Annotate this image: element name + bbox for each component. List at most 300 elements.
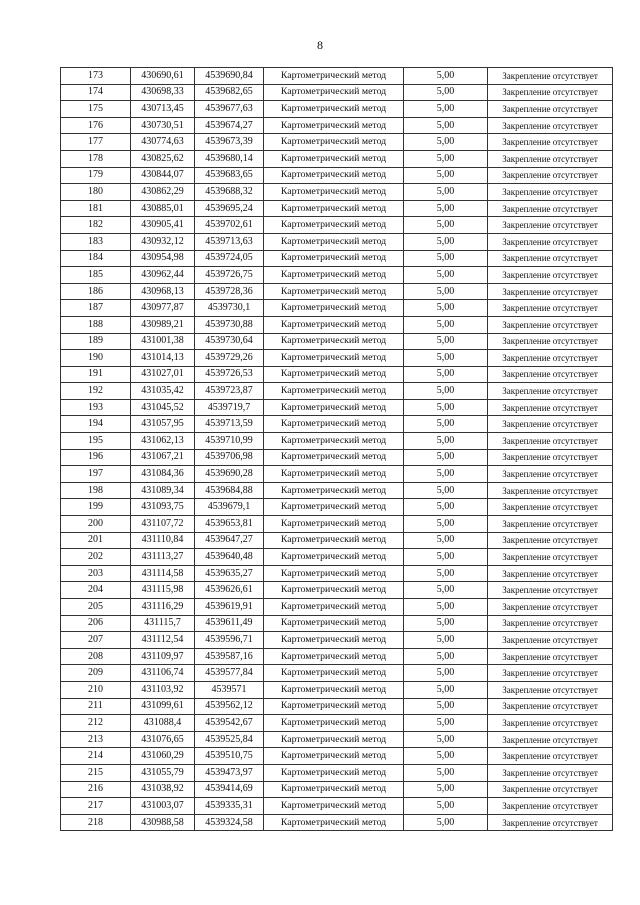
y-coordinate-cell: 4539706,98 (195, 449, 264, 466)
method-cell: Картометрический метод (264, 383, 404, 400)
fixing-description-cell: Закрепление отсутствует (488, 582, 613, 599)
method-cell: Картометрический метод (264, 698, 404, 715)
x-coordinate-cell: 431103,92 (131, 681, 195, 698)
point-number-cell: 218 (61, 814, 131, 831)
point-number-cell: 206 (61, 615, 131, 632)
table-row (61, 715, 613, 732)
table-row (61, 731, 613, 748)
table-row (61, 399, 613, 416)
accuracy-cell: 5,00 (404, 84, 488, 101)
method-cell: Картометрический метод (264, 449, 404, 466)
accuracy-cell: 5,00 (404, 499, 488, 516)
accuracy-cell: 5,00 (404, 731, 488, 748)
y-coordinate-cell: 4539683,65 (195, 167, 264, 184)
accuracy-cell: 5,00 (404, 416, 488, 433)
y-coordinate-cell: 4539730,64 (195, 333, 264, 350)
method-cell: Картометрический метод (264, 333, 404, 350)
table-row (61, 681, 613, 698)
point-number-cell: 201 (61, 532, 131, 549)
y-coordinate-cell: 4539726,53 (195, 366, 264, 383)
y-coordinate-cell: 4539473,97 (195, 764, 264, 781)
x-coordinate-cell: 431027,01 (131, 366, 195, 383)
accuracy-cell: 5,00 (404, 399, 488, 416)
table-row (61, 383, 613, 400)
x-coordinate-cell: 430988,58 (131, 814, 195, 831)
x-coordinate-cell: 430698,33 (131, 84, 195, 101)
table-row (61, 449, 613, 466)
y-coordinate-cell: 4539673,39 (195, 134, 264, 151)
table-row (61, 316, 613, 333)
method-cell: Картометрический метод (264, 565, 404, 582)
fixing-description-cell: Закрепление отсутствует (488, 101, 613, 118)
table-row (61, 532, 613, 549)
method-cell: Картометрический метод (264, 200, 404, 217)
accuracy-cell: 5,00 (404, 814, 488, 831)
x-coordinate-cell: 431057,95 (131, 416, 195, 433)
point-number-cell: 182 (61, 217, 131, 234)
accuracy-cell: 5,00 (404, 516, 488, 533)
point-number-cell: 185 (61, 267, 131, 284)
accuracy-cell: 5,00 (404, 632, 488, 649)
fixing-description-cell: Закрепление отсутствует (488, 167, 613, 184)
x-coordinate-cell: 431116,29 (131, 599, 195, 616)
table-row (61, 482, 613, 499)
method-cell: Картометрический метод (264, 615, 404, 632)
method-cell: Картометрический метод (264, 466, 404, 483)
fixing-description-cell: Закрепление отсутствует (488, 150, 613, 167)
table-body (61, 68, 613, 831)
method-cell: Картометрический метод (264, 283, 404, 300)
page-number: 8 (317, 38, 323, 52)
x-coordinate-cell: 431055,79 (131, 764, 195, 781)
accuracy-cell: 5,00 (404, 681, 488, 698)
point-number-cell: 174 (61, 84, 131, 101)
point-number-cell: 181 (61, 200, 131, 217)
accuracy-cell: 5,00 (404, 117, 488, 134)
method-cell: Картометрический метод (264, 665, 404, 682)
accuracy-cell: 5,00 (404, 615, 488, 632)
method-cell: Картометрический метод (264, 167, 404, 184)
fixing-description-cell: Закрепление отсутствует (488, 764, 613, 781)
table-row (61, 582, 613, 599)
point-number-cell: 191 (61, 366, 131, 383)
y-coordinate-cell: 4539729,26 (195, 350, 264, 367)
point-number-cell: 209 (61, 665, 131, 682)
table-row (61, 648, 613, 665)
table-row (61, 68, 613, 85)
y-coordinate-cell: 4539728,36 (195, 283, 264, 300)
accuracy-cell: 5,00 (404, 217, 488, 234)
fixing-description-cell: Закрепление отсутствует (488, 731, 613, 748)
method-cell: Картометрический метод (264, 582, 404, 599)
method-cell: Картометрический метод (264, 217, 404, 234)
y-coordinate-cell: 4539713,59 (195, 416, 264, 433)
fixing-description-cell: Закрепление отсутствует (488, 516, 613, 533)
fixing-description-cell: Закрепление отсутствует (488, 482, 613, 499)
point-number-cell: 178 (61, 150, 131, 167)
y-coordinate-cell: 4539713,63 (195, 233, 264, 250)
fixing-description-cell: Закрепление отсутствует (488, 565, 613, 582)
y-coordinate-cell: 4539324,58 (195, 814, 264, 831)
y-coordinate-cell: 4539635,27 (195, 565, 264, 582)
table-row (61, 250, 613, 267)
point-number-cell: 188 (61, 316, 131, 333)
y-coordinate-cell: 4539677,63 (195, 101, 264, 118)
point-number-cell: 194 (61, 416, 131, 433)
accuracy-cell: 5,00 (404, 366, 488, 383)
fixing-description-cell: Закрепление отсутствует (488, 681, 613, 698)
x-coordinate-cell: 430962,44 (131, 267, 195, 284)
table-row (61, 233, 613, 250)
y-coordinate-cell: 4539724,05 (195, 250, 264, 267)
x-coordinate-cell: 431110,84 (131, 532, 195, 549)
table-row (61, 599, 613, 616)
x-coordinate-cell: 431109,97 (131, 648, 195, 665)
fixing-description-cell: Закрепление отсутствует (488, 648, 613, 665)
y-coordinate-cell: 4539684,88 (195, 482, 264, 499)
point-number-cell: 189 (61, 333, 131, 350)
x-coordinate-cell: 431067,21 (131, 449, 195, 466)
point-number-cell: 207 (61, 632, 131, 649)
method-cell: Картометрический метод (264, 84, 404, 101)
fixing-description-cell: Закрепление отсутствует (488, 814, 613, 831)
table-row (61, 665, 613, 682)
y-coordinate-cell: 4539730,1 (195, 300, 264, 317)
fixing-description-cell: Закрепление отсутствует (488, 798, 613, 815)
x-coordinate-cell: 431089,34 (131, 482, 195, 499)
accuracy-cell: 5,00 (404, 715, 488, 732)
accuracy-cell: 5,00 (404, 582, 488, 599)
fixing-description-cell: Закрепление отсутствует (488, 433, 613, 450)
fixing-description-cell: Закрепление отсутствует (488, 615, 613, 632)
accuracy-cell: 5,00 (404, 283, 488, 300)
y-coordinate-cell: 4539525,84 (195, 731, 264, 748)
method-cell: Картометрический метод (264, 350, 404, 367)
accuracy-cell: 5,00 (404, 433, 488, 450)
table-row (61, 333, 613, 350)
x-coordinate-cell: 431084,36 (131, 466, 195, 483)
table-row (61, 632, 613, 649)
fixing-description-cell: Закрепление отсутствует (488, 84, 613, 101)
method-cell: Картометрический метод (264, 134, 404, 151)
x-coordinate-cell: 431076,65 (131, 731, 195, 748)
method-cell: Картометрический метод (264, 599, 404, 616)
accuracy-cell: 5,00 (404, 250, 488, 267)
accuracy-cell: 5,00 (404, 599, 488, 616)
table-row (61, 433, 613, 450)
x-coordinate-cell: 431115,7 (131, 615, 195, 632)
accuracy-cell: 5,00 (404, 466, 488, 483)
accuracy-cell: 5,00 (404, 383, 488, 400)
y-coordinate-cell: 4539680,14 (195, 150, 264, 167)
point-number-cell: 193 (61, 399, 131, 416)
x-coordinate-cell: 430774,63 (131, 134, 195, 151)
method-cell: Картометрический метод (264, 681, 404, 698)
x-coordinate-cell: 431014,13 (131, 350, 195, 367)
accuracy-cell: 5,00 (404, 101, 488, 118)
accuracy-cell: 5,00 (404, 184, 488, 201)
fixing-description-cell: Закрепление отсутствует (488, 466, 613, 483)
method-cell: Картометрический метод (264, 764, 404, 781)
point-number-cell: 203 (61, 565, 131, 582)
table-row (61, 516, 613, 533)
fixing-description-cell: Закрепление отсутствует (488, 217, 613, 234)
point-number-cell: 210 (61, 681, 131, 698)
method-cell: Картометрический метод (264, 68, 404, 85)
x-coordinate-cell: 430989,21 (131, 316, 195, 333)
y-coordinate-cell: 4539702,61 (195, 217, 264, 234)
x-coordinate-cell: 431062,13 (131, 433, 195, 450)
method-cell: Картометрический метод (264, 433, 404, 450)
fixing-description-cell: Закрепление отсутствует (488, 748, 613, 765)
point-number-cell: 197 (61, 466, 131, 483)
point-number-cell: 204 (61, 582, 131, 599)
point-number-cell: 180 (61, 184, 131, 201)
method-cell: Картометрический метод (264, 798, 404, 815)
y-coordinate-cell: 4539414,69 (195, 781, 264, 798)
table-row (61, 84, 613, 101)
fixing-description-cell: Закрепление отсутствует (488, 316, 613, 333)
point-number-cell: 176 (61, 117, 131, 134)
fixing-description-cell: Закрепление отсутствует (488, 366, 613, 383)
method-cell: Картометрический метод (264, 781, 404, 798)
y-coordinate-cell: 4539647,27 (195, 532, 264, 549)
point-number-cell: 213 (61, 731, 131, 748)
fixing-description-cell: Закрепление отсутствует (488, 416, 613, 433)
point-number-cell: 202 (61, 549, 131, 566)
point-number-cell: 177 (61, 134, 131, 151)
point-number-cell: 199 (61, 499, 131, 516)
point-number-cell: 196 (61, 449, 131, 466)
x-coordinate-cell: 431115,98 (131, 582, 195, 599)
accuracy-cell: 5,00 (404, 798, 488, 815)
accuracy-cell: 5,00 (404, 482, 488, 499)
fixing-description-cell: Закрепление отсутствует (488, 399, 613, 416)
y-coordinate-cell: 4539695,24 (195, 200, 264, 217)
point-number-cell: 214 (61, 748, 131, 765)
y-coordinate-cell: 4539626,61 (195, 582, 264, 599)
x-coordinate-cell: 431001,38 (131, 333, 195, 350)
table-row (61, 565, 613, 582)
y-coordinate-cell: 4539619,91 (195, 599, 264, 616)
x-coordinate-cell: 430690,61 (131, 68, 195, 85)
x-coordinate-cell: 431093,75 (131, 499, 195, 516)
method-cell: Картометрический метод (264, 150, 404, 167)
fixing-description-cell: Закрепление отсутствует (488, 68, 613, 85)
y-coordinate-cell: 4539719,7 (195, 399, 264, 416)
method-cell: Картометрический метод (264, 715, 404, 732)
fixing-description-cell: Закрепление отсутствует (488, 333, 613, 350)
point-number-cell: 198 (61, 482, 131, 499)
method-cell: Картометрический метод (264, 399, 404, 416)
point-number-cell: 175 (61, 101, 131, 118)
table-row (61, 117, 613, 134)
accuracy-cell: 5,00 (404, 449, 488, 466)
table-row (61, 267, 613, 284)
table-row (61, 300, 613, 317)
y-coordinate-cell: 4539640,48 (195, 549, 264, 566)
y-coordinate-cell: 4539710,99 (195, 433, 264, 450)
accuracy-cell: 5,00 (404, 748, 488, 765)
point-number-cell: 217 (61, 798, 131, 815)
method-cell: Картометрический метод (264, 549, 404, 566)
point-number-cell: 212 (61, 715, 131, 732)
method-cell: Картометрический метод (264, 499, 404, 516)
point-number-cell: 179 (61, 167, 131, 184)
y-coordinate-cell: 4539510,75 (195, 748, 264, 765)
fixing-description-cell: Закрепление отсутствует (488, 781, 613, 798)
table-row (61, 798, 613, 815)
x-coordinate-cell: 431112,54 (131, 632, 195, 649)
point-number-cell: 208 (61, 648, 131, 665)
x-coordinate-cell: 430977,87 (131, 300, 195, 317)
method-cell: Картометрический метод (264, 250, 404, 267)
table-row (61, 748, 613, 765)
accuracy-cell: 5,00 (404, 532, 488, 549)
fixing-description-cell: Закрепление отсутствует (488, 200, 613, 217)
table-row (61, 101, 613, 118)
x-coordinate-cell: 430905,41 (131, 217, 195, 234)
accuracy-cell: 5,00 (404, 233, 488, 250)
fixing-description-cell: Закрепление отсутствует (488, 632, 613, 649)
table-row (61, 366, 613, 383)
accuracy-cell: 5,00 (404, 549, 488, 566)
method-cell: Картометрический метод (264, 632, 404, 649)
x-coordinate-cell: 431114,58 (131, 565, 195, 582)
y-coordinate-cell: 4539587,16 (195, 648, 264, 665)
y-coordinate-cell: 4539335,31 (195, 798, 264, 815)
table-row (61, 549, 613, 566)
accuracy-cell: 5,00 (404, 150, 488, 167)
y-coordinate-cell: 4539682,65 (195, 84, 264, 101)
point-number-cell: 187 (61, 300, 131, 317)
fixing-description-cell: Закрепление отсутствует (488, 715, 613, 732)
fixing-description-cell: Закрепление отсутствует (488, 283, 613, 300)
x-coordinate-cell: 430713,45 (131, 101, 195, 118)
x-coordinate-cell: 430885,01 (131, 200, 195, 217)
accuracy-cell: 5,00 (404, 350, 488, 367)
y-coordinate-cell: 4539690,84 (195, 68, 264, 85)
method-cell: Картометрический метод (264, 300, 404, 317)
table-row (61, 350, 613, 367)
x-coordinate-cell: 430730,51 (131, 117, 195, 134)
y-coordinate-cell: 4539562,12 (195, 698, 264, 715)
x-coordinate-cell: 430825,62 (131, 150, 195, 167)
x-coordinate-cell: 431045,52 (131, 399, 195, 416)
method-cell: Картометрический метод (264, 482, 404, 499)
y-coordinate-cell: 4539611,49 (195, 615, 264, 632)
y-coordinate-cell: 4539679,1 (195, 499, 264, 516)
y-coordinate-cell: 4539542,67 (195, 715, 264, 732)
method-cell: Картометрический метод (264, 516, 404, 533)
x-coordinate-cell: 430844,07 (131, 167, 195, 184)
y-coordinate-cell: 4539688,32 (195, 184, 264, 201)
accuracy-cell: 5,00 (404, 300, 488, 317)
method-cell: Картометрический метод (264, 101, 404, 118)
y-coordinate-cell: 4539596,71 (195, 632, 264, 649)
fixing-description-cell: Закрепление отсутствует (488, 665, 613, 682)
y-coordinate-cell: 4539674,27 (195, 117, 264, 134)
fixing-description-cell: Закрепление отсутствует (488, 549, 613, 566)
fixing-description-cell: Закрепление отсутствует (488, 532, 613, 549)
x-coordinate-cell: 431038,92 (131, 781, 195, 798)
point-number-cell: 195 (61, 433, 131, 450)
fixing-description-cell: Закрепление отсутствует (488, 499, 613, 516)
method-cell: Картометрический метод (264, 748, 404, 765)
y-coordinate-cell: 4539690,28 (195, 466, 264, 483)
method-cell: Картометрический метод (264, 184, 404, 201)
method-cell: Картометрический метод (264, 814, 404, 831)
accuracy-cell: 5,00 (404, 565, 488, 582)
x-coordinate-cell: 431107,72 (131, 516, 195, 533)
x-coordinate-cell: 430968,13 (131, 283, 195, 300)
table-row (61, 167, 613, 184)
accuracy-cell: 5,00 (404, 68, 488, 85)
fixing-description-cell: Закрепление отсутствует (488, 233, 613, 250)
point-number-cell: 184 (61, 250, 131, 267)
accuracy-cell: 5,00 (404, 698, 488, 715)
fixing-description-cell: Закрепление отсутствует (488, 300, 613, 317)
accuracy-cell: 5,00 (404, 316, 488, 333)
method-cell: Картометрический метод (264, 416, 404, 433)
accuracy-cell: 5,00 (404, 333, 488, 350)
accuracy-cell: 5,00 (404, 267, 488, 284)
table-row (61, 698, 613, 715)
point-number-cell: 216 (61, 781, 131, 798)
method-cell: Картометрический метод (264, 267, 404, 284)
point-number-cell: 192 (61, 383, 131, 400)
fixing-description-cell: Закрепление отсутствует (488, 267, 613, 284)
table-row (61, 283, 613, 300)
accuracy-cell: 5,00 (404, 764, 488, 781)
x-coordinate-cell: 431099,61 (131, 698, 195, 715)
point-number-cell: 200 (61, 516, 131, 533)
y-coordinate-cell: 4539577,84 (195, 665, 264, 682)
coordinates-table (60, 67, 613, 831)
fixing-description-cell: Закрепление отсутствует (488, 383, 613, 400)
point-number-cell: 183 (61, 233, 131, 250)
table-row (61, 134, 613, 151)
table-row (61, 150, 613, 167)
accuracy-cell: 5,00 (404, 665, 488, 682)
table-row (61, 814, 613, 831)
x-coordinate-cell: 431088,4 (131, 715, 195, 732)
method-cell: Картометрический метод (264, 316, 404, 333)
accuracy-cell: 5,00 (404, 781, 488, 798)
x-coordinate-cell: 431035,42 (131, 383, 195, 400)
table-row (61, 764, 613, 781)
method-cell: Картометрический метод (264, 233, 404, 250)
fixing-description-cell: Закрепление отсутствует (488, 117, 613, 134)
accuracy-cell: 5,00 (404, 134, 488, 151)
table-row (61, 217, 613, 234)
method-cell: Картометрический метод (264, 532, 404, 549)
accuracy-cell: 5,00 (404, 167, 488, 184)
fixing-description-cell: Закрепление отсутствует (488, 599, 613, 616)
table-row (61, 416, 613, 433)
x-coordinate-cell: 431113,27 (131, 549, 195, 566)
accuracy-cell: 5,00 (404, 648, 488, 665)
x-coordinate-cell: 430862,29 (131, 184, 195, 201)
fixing-description-cell: Закрепление отсутствует (488, 134, 613, 151)
fixing-description-cell: Закрепление отсутствует (488, 698, 613, 715)
method-cell: Картометрический метод (264, 648, 404, 665)
x-coordinate-cell: 430954,98 (131, 250, 195, 267)
point-number-cell: 211 (61, 698, 131, 715)
y-coordinate-cell: 4539730,88 (195, 316, 264, 333)
point-number-cell: 205 (61, 599, 131, 616)
y-coordinate-cell: 4539726,75 (195, 267, 264, 284)
